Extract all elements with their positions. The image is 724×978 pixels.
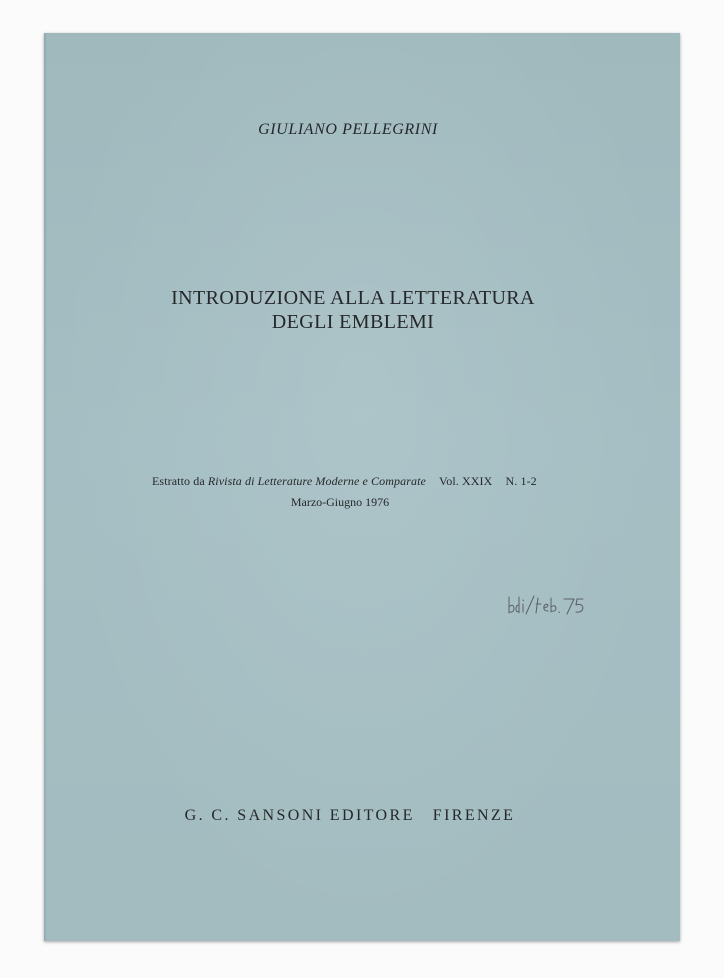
publisher-city: FIRENZE [432, 807, 516, 824]
title-line-1: INTRODUZIONE ALLA LETTERATURA [171, 287, 535, 309]
publisher-line [32, 807, 668, 825]
publisher-name: G. C. SANSONI EDITORE [184, 807, 415, 824]
journal-name: Rivista di Letterature Moderne e Comparate [207, 474, 426, 488]
issue-number: N. 1-2 [505, 474, 537, 488]
cover-edge [44, 33, 47, 941]
extract-prefix: Estratto da [152, 474, 205, 488]
extract-note [152, 474, 537, 489]
volume-label: Vol. XXIX [439, 474, 493, 488]
title-line-2: DEGLI EMBLEMI [271, 311, 435, 333]
issue-date: Marzo-Giugno 1976 [290, 495, 390, 509]
handwritten-pencil-note [506, 593, 590, 619]
book-title [35, 286, 671, 334]
author-name: GIULIANO PELLEGRINI [258, 121, 438, 138]
booklet-cover [44, 33, 680, 941]
